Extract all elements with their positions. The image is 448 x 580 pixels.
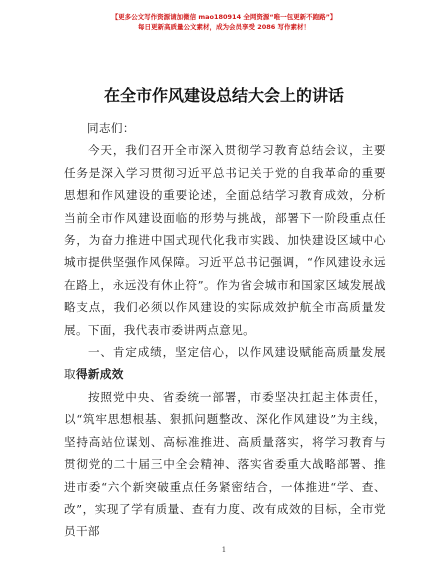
document-title: 在全市作风建设总结大会上的讲话 [103,86,344,105]
banner-line-2: 每日更新高质量公文素材，成为会员享受 2086 写作素材！ [137,23,311,31]
banner-line-1: 【更多公文写作资源请加微信 mao180914 全网资源“唯一包更新不跑路”】 [111,13,337,21]
document-body [64,117,386,543]
header-banner [0,12,448,32]
greeting: 同志们： [87,121,135,135]
section-heading-1-text: 一、肯定成绩，坚定信心，以作风建设赋能高质量发展取 [64,345,386,382]
paragraph-intro: 今天，我们召开全市深入贯彻学习教育总结会议，主要任务是深入学习贯彻习近平总书记关于党的自我革命的重要思想和作风建设的重要论述，全面总结学习教育成效，分析当前全市作风建设面临的形势与挑战，部署下一阶段重点任务，为奋力推进中国式现代化我市实践、加快建设区域中心城市提供坚强作风保障。习近平总书记强调，“作风建设永远在路上，永远没有休止符”。作为省会城市和国家区域发展战略支点，我们必须以作风建设的实际成效护航全市高质量发展。下面，我代表市委讲两点意见。 [64,143,386,337]
paragraph-achievements: 按照党中央、省委统一部署，市委坚决扛起主体责任，以“筑牢思想根基、狠抓问题整改、深化作风建设”为主线，坚持高站位谋划、高标准推进、高质量落实，将学习教育与贯彻党的二十届三中全会精神、落实省委重大战略部署、推进市委“六个新突破重点任务紧密结合，一体推进“学、查、改”，实现了学有质量、查有力度、改有成效的目标，全市党员干部 [64,389,386,539]
page-number: 1 [221,546,227,554]
section-heading-1-bold: 得新成效 [75,367,124,382]
section-heading-1 [64,341,386,386]
